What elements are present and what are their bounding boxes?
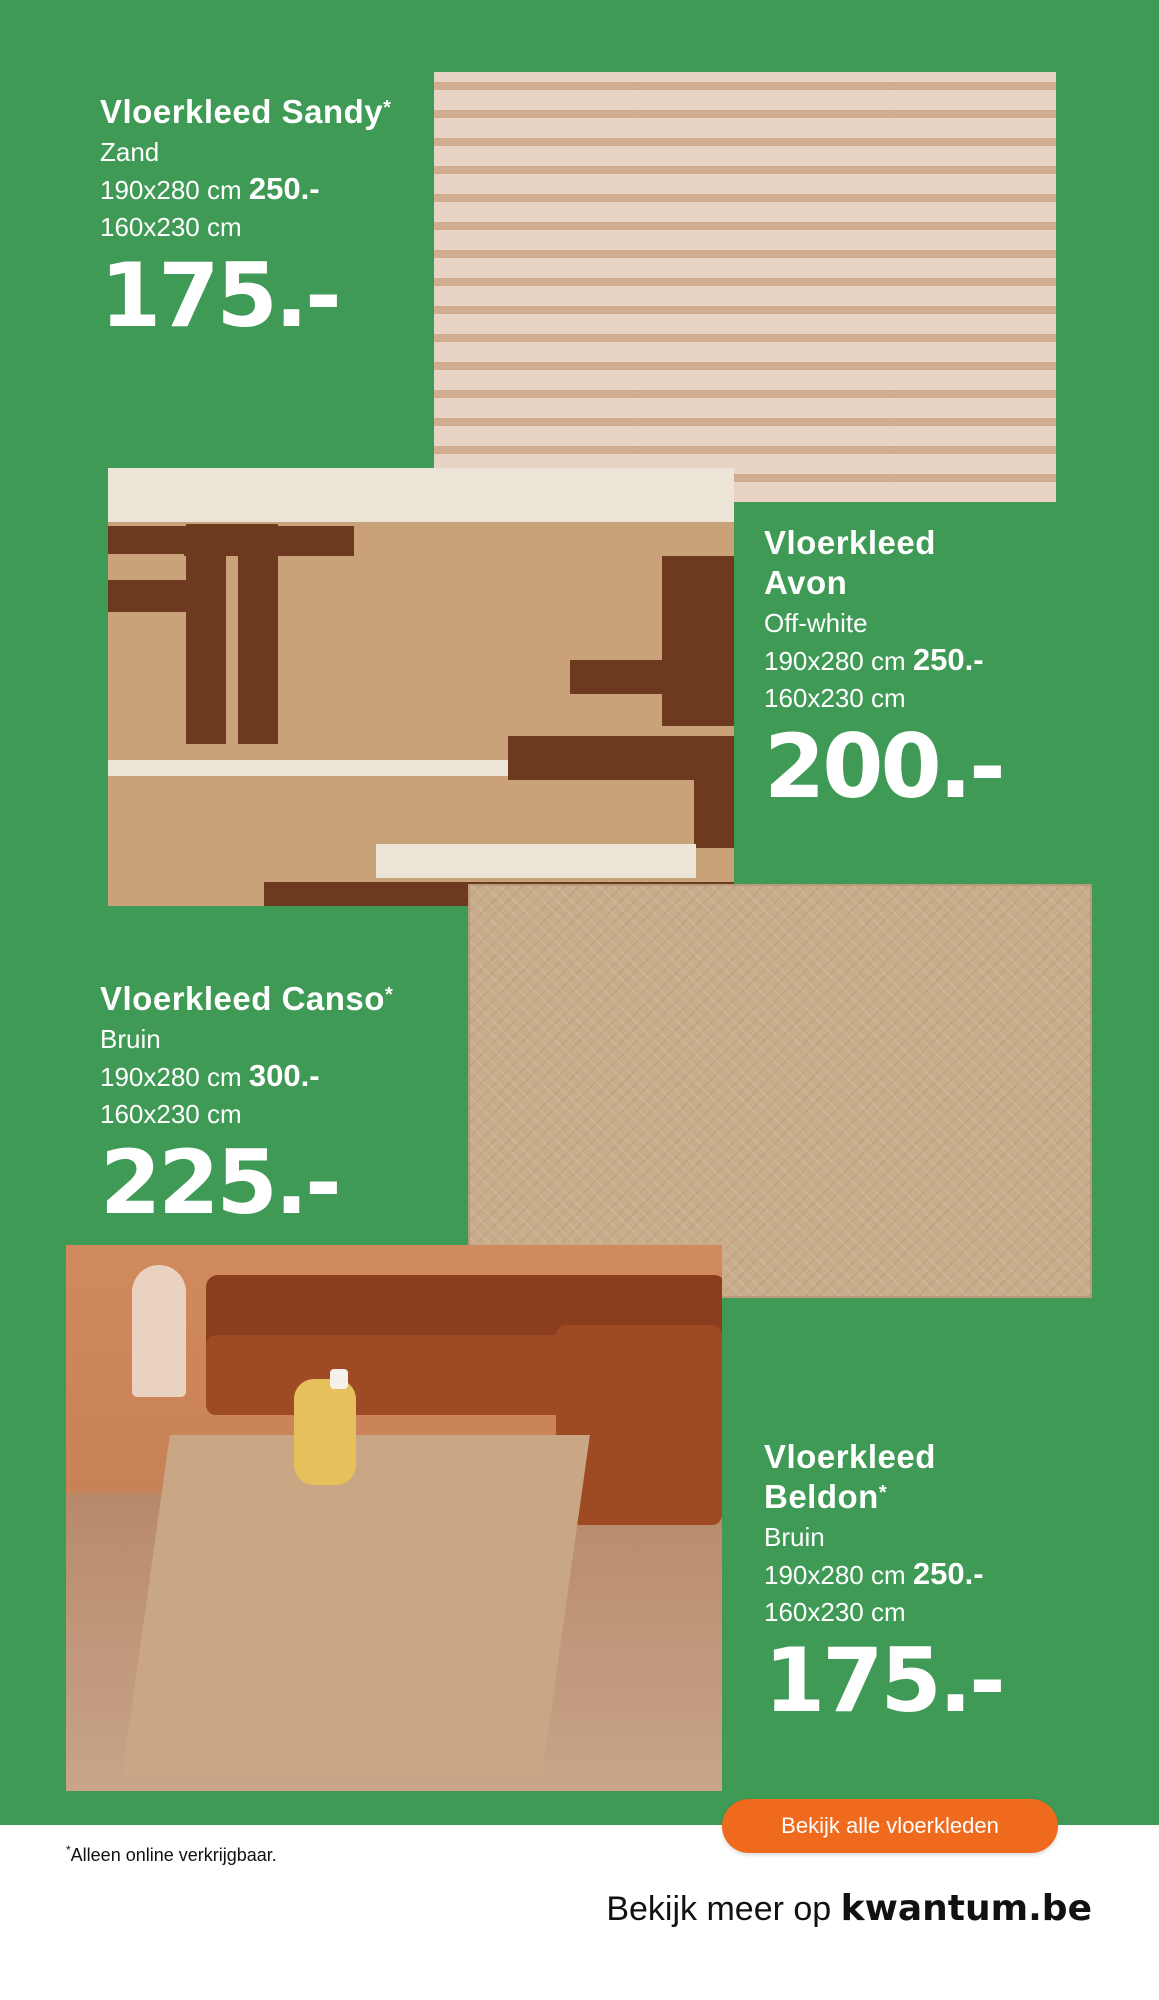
product-sandy[interactable] [100, 92, 430, 347]
rug-canso-image[interactable] [468, 884, 1092, 1298]
online-only-note: *Alleen online verkrijgbaar. [66, 1843, 277, 1865]
rug-avon-image[interactable] [108, 468, 734, 906]
room-photo-beldon[interactable] [66, 1245, 722, 1791]
product-color: Off-white [764, 608, 868, 638]
product-name-line1: Vloerkleed [764, 524, 936, 561]
product-price: 200.- [764, 715, 1003, 818]
view-all-rugs-button[interactable]: Bekijk alle vloerkleden [722, 1799, 1058, 1853]
product-name: Vloerkleed Sandy* [100, 93, 392, 130]
size-large: 190x280 cm 300.- [100, 1058, 320, 1093]
product-name-line1: Vloerkleed [764, 1438, 936, 1475]
product-name-line2: Beldon* [764, 1478, 888, 1515]
size-large: 190x280 cm 250.- [100, 171, 320, 206]
size-small: 160x230 cm [764, 683, 906, 713]
product-color: Bruin [764, 1522, 825, 1552]
product-price: 225.- [100, 1131, 339, 1234]
product-beldon[interactable] [764, 1437, 1094, 1732]
size-small: 160x230 cm [100, 1099, 242, 1129]
kwantum-link[interactable]: kwantum.be [840, 1888, 1092, 1929]
product-name-line2: Avon [764, 564, 848, 601]
product-avon[interactable] [764, 523, 1094, 818]
product-color: Zand [100, 137, 160, 167]
product-color: Bruin [100, 1024, 161, 1054]
size-small: 160x230 cm [764, 1597, 906, 1627]
product-canso[interactable] [100, 979, 440, 1234]
product-name: Vloerkleed Canso* [100, 980, 394, 1017]
size-large: 190x280 cm 250.- [764, 642, 984, 677]
size-small: 160x230 cm [100, 212, 242, 242]
product-price: 175.- [764, 1629, 1003, 1732]
product-price: 175.- [100, 244, 339, 347]
footer-text: Bekijk meer op kwantum.be [606, 1888, 1092, 1929]
size-large: 190x280 cm 250.- [764, 1556, 984, 1591]
rug-sandy-image[interactable] [434, 72, 1056, 502]
